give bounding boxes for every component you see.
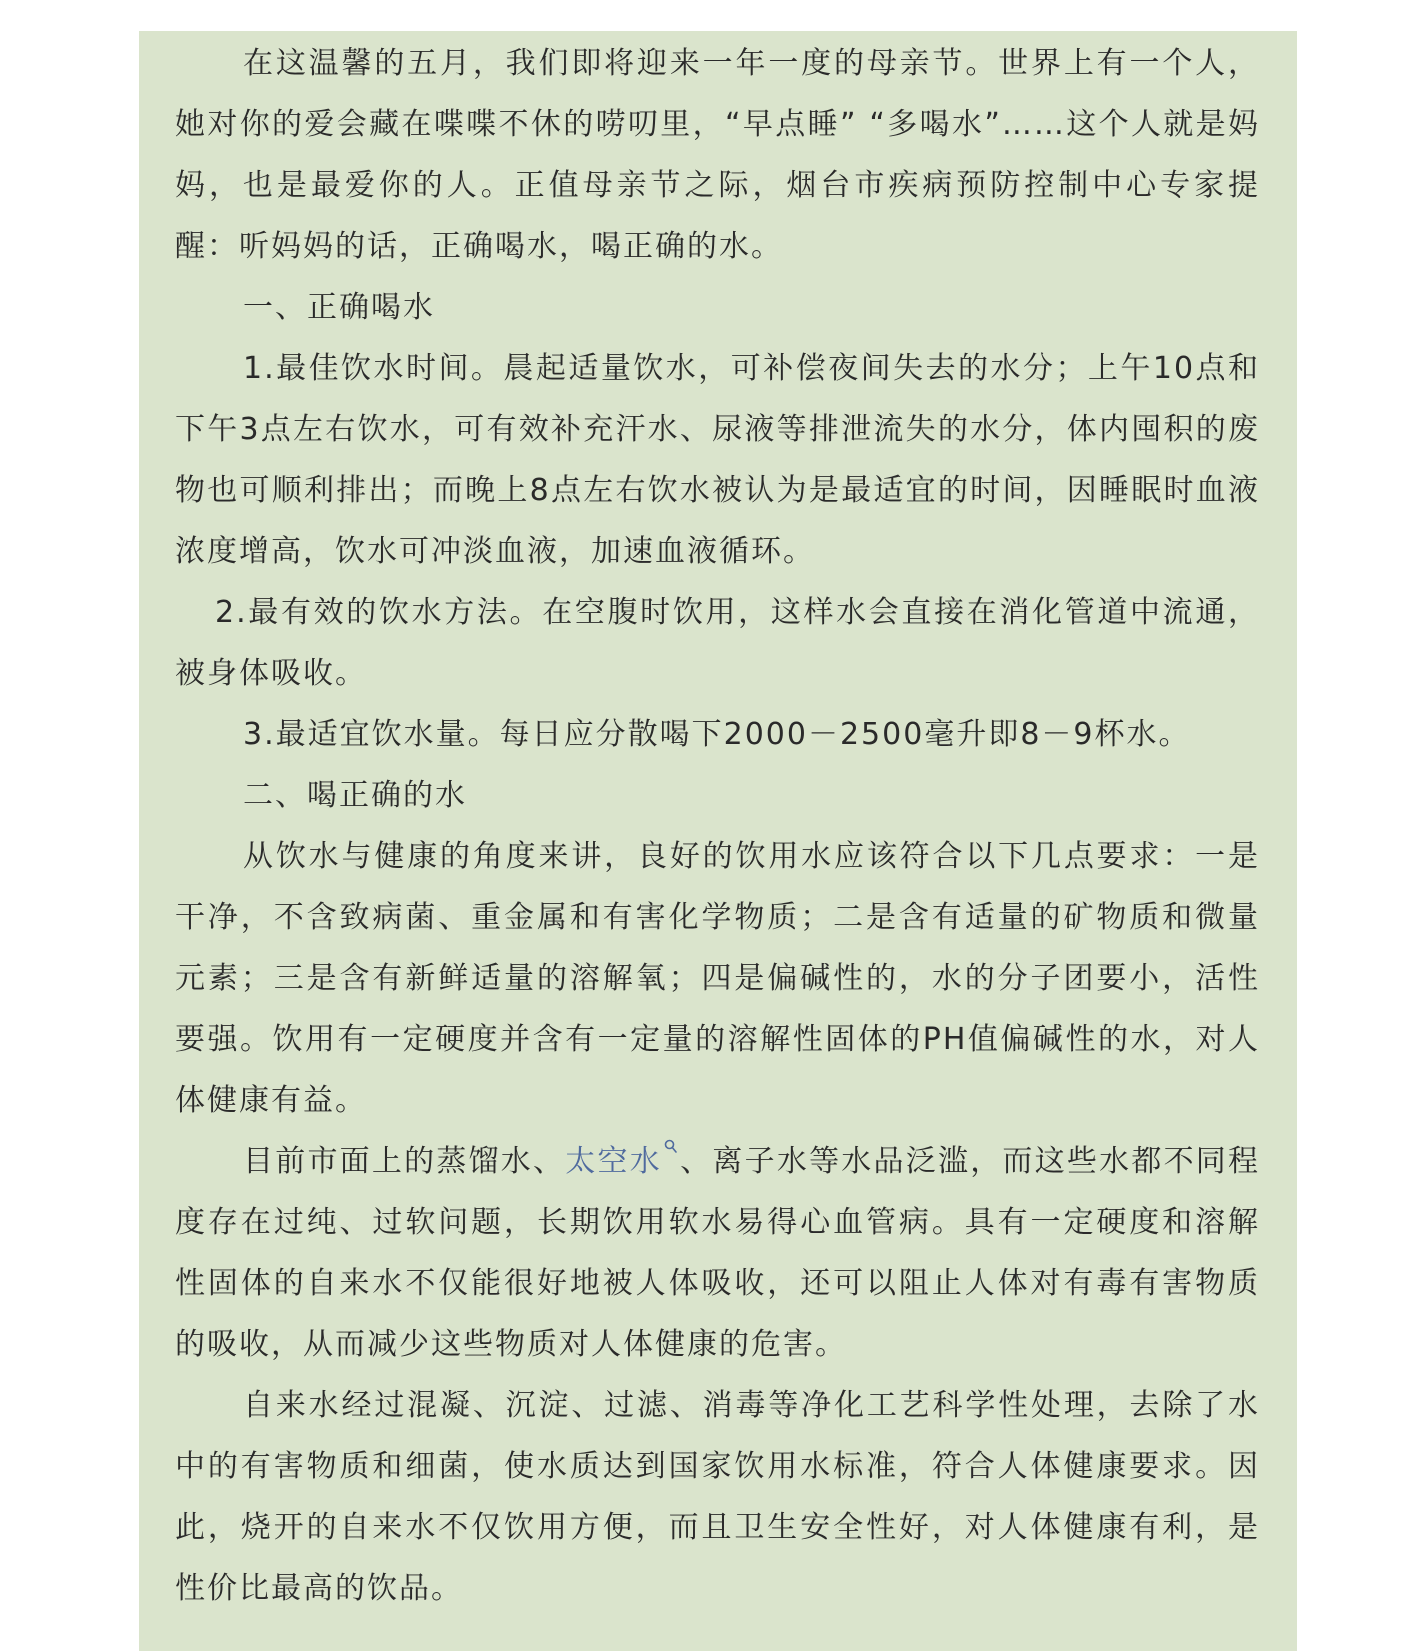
paragraph-intro: 在这温馨的五月，我们即将迎来一年一度的母亲节。世界上有一个人，她对你的爱会藏在喋喋不休的唠叨里，“早点睡” “多喝水”……这个人就是妈妈，也是最爱你的人。正值母亲节之际，烟台市疾病预防控制中心专家提醒：听妈妈的话，正确喝水，喝正确的水。 <box>175 46 1260 264</box>
paragraph-best-method: 2.最有效的饮水方法。在空腹时饮用，这样水会直接在消化管道中流通，被身体吸收。 <box>175 595 1260 691</box>
paragraph-water-requirements: 从饮水与健康的角度来讲，良好的饮用水应该符合以下几点要求：一是干净，不含致病菌、重金属和有害化学物质；二是含有适量的矿物质和微量元素；三是含有新鲜适量的溶解氧；四是偏碱性的，水的分子团要小，活性要强。饮用有一定硬度并含有一定量的溶解性固体的PH值偏碱性的水，对人体健康有益。 <box>175 839 1260 1118</box>
paragraph-best-amount: 3.最适宜饮水量。每日应分散喝下2000－2500毫升即8－9杯水。 <box>243 717 1191 752</box>
space-water-link[interactable]: 太空水 <box>565 1144 662 1179</box>
section-heading-drink-correctly: 一、正确喝水 <box>243 290 435 325</box>
section-heading-correct-water: 二、喝正确的水 <box>243 778 467 813</box>
article-body <box>175 33 1260 1619</box>
paragraph-market-water-start: 目前市面上的蒸馏水、 <box>243 1144 566 1179</box>
search-icon[interactable] <box>664 1139 680 1161</box>
paragraph-market-water <box>175 1131 1260 1375</box>
paragraph-best-time: 1.最佳饮水时间。晨起适量饮水，可补偿夜间失去的水分；上午10点和下午3点左右饮水，可有效补充汗水、尿液等排泄流失的水分，体内囤积的废物也可顺利排出；而晚上8点左右饮水被认为是最适宜的时间，因睡眠时血液浓度增高，饮水可冲淡血液，加速血液循环。 <box>175 351 1260 569</box>
paragraph-market-water-end: 、离子水等水品泛滥，而这些水都不同程度存在过纯、过软问题，长期饮用软水易得心血管病。具有一定硬度和溶解性固体的自来水不仅能很好地被人体吸收，还可以阻止人体对有毒有害物质的吸收，从而减少这些物质对人体健康的危害。 <box>175 1144 1261 1362</box>
paragraph-tap-water: 自来水经过混凝、沉淀、过滤、消毒等净化工艺科学性处理，去除了水中的有害物质和细菌，使水质达到国家饮用水标准，符合人体健康要求。因此，烧开的自来水不仅饮用方便，而且卫生安全性好，对人体健康有利，是性价比最高的饮品。 <box>175 1388 1260 1606</box>
